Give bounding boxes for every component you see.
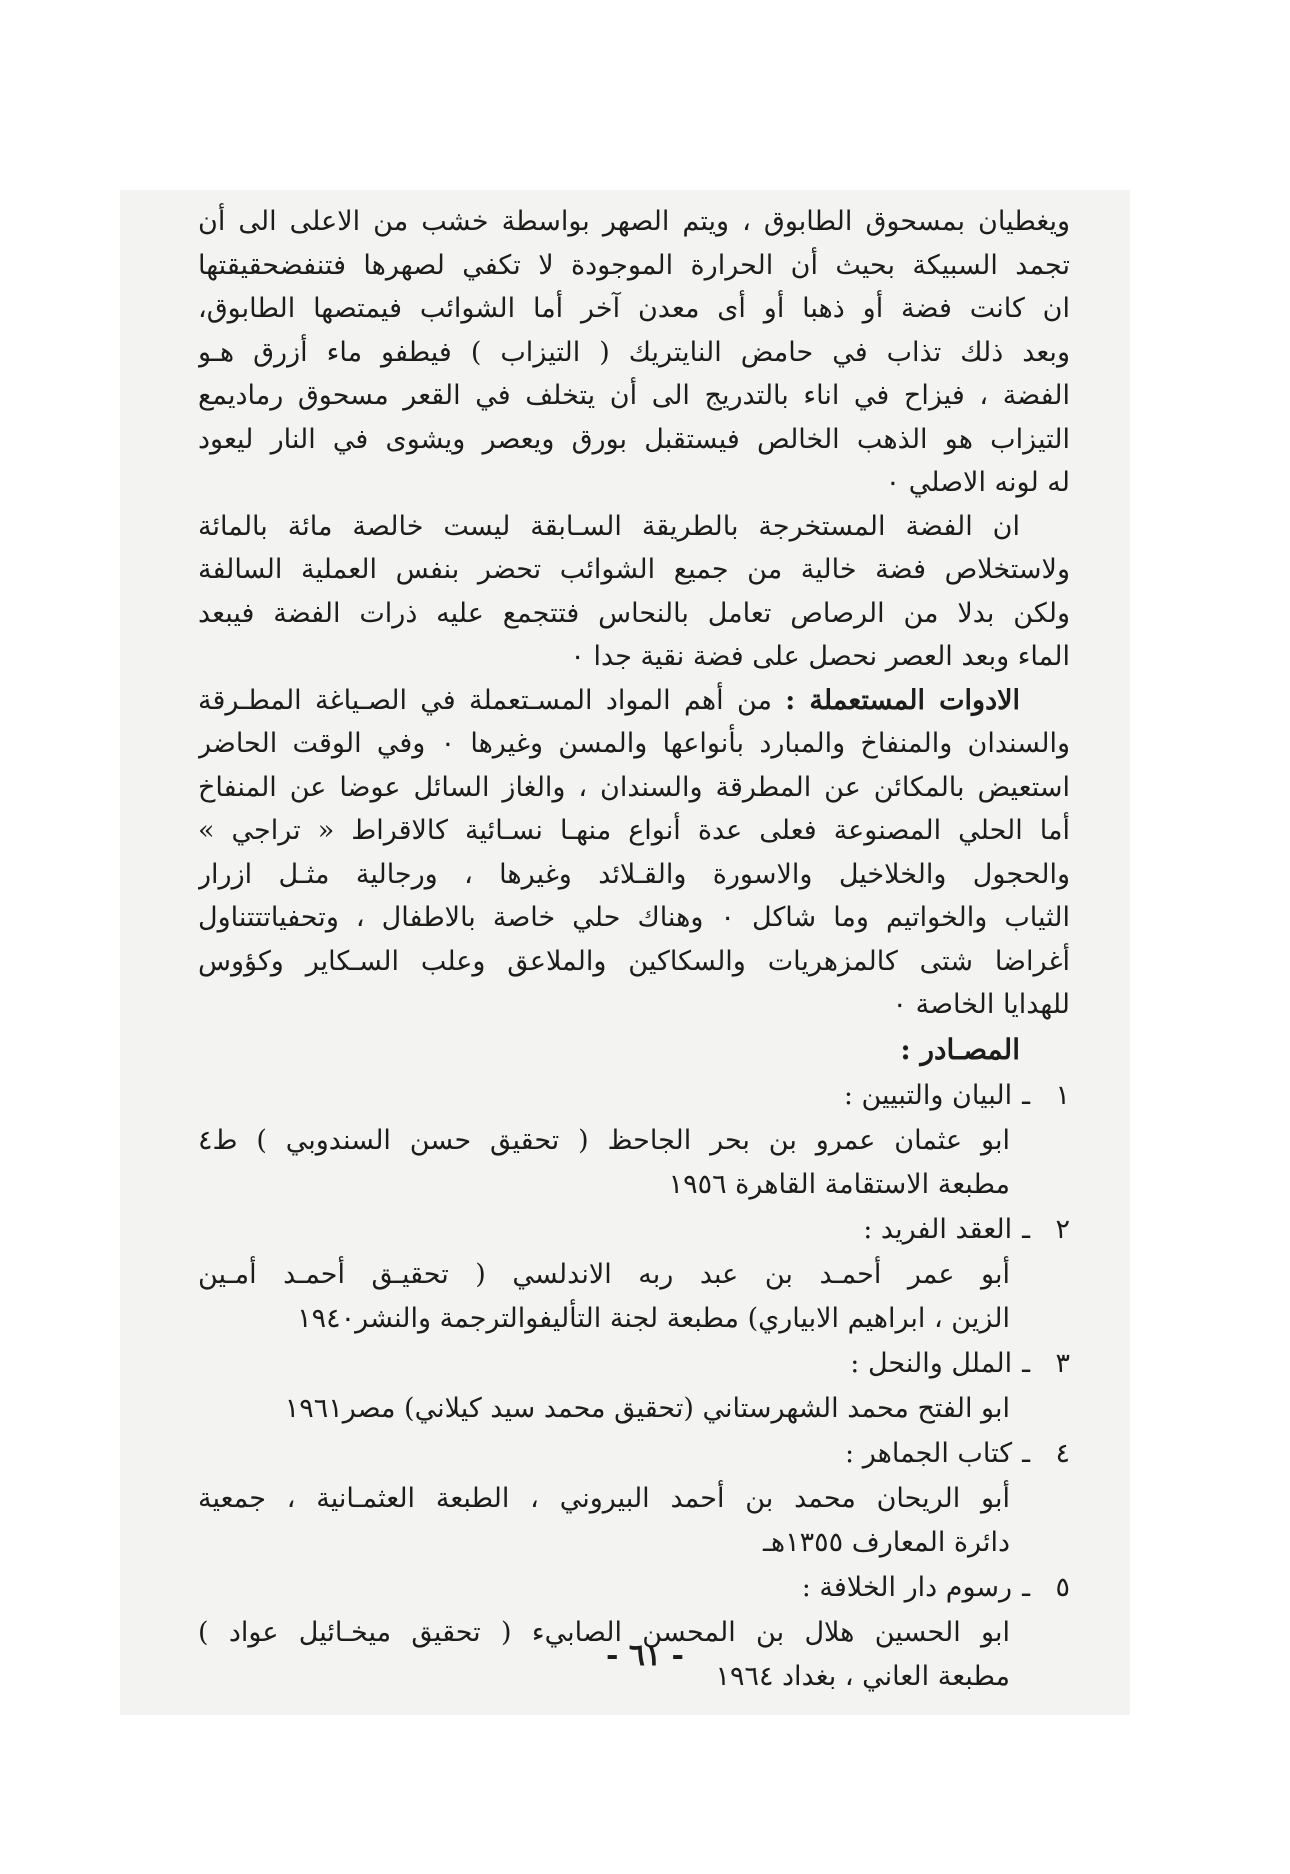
text-line: الماء وبعد العصر نحصل على فضة نقية جدا ٠: [570, 641, 1070, 672]
sources-heading: المصـادر :: [900, 1032, 1020, 1066]
source-title-line: [198, 1565, 1070, 1611]
source-detail-line: ابو الحسين هلال بن المحسن الصابيء ( تحقيق ميخـائيل عواد ): [198, 1616, 1010, 1648]
source-title: الملل والنحل :: [850, 1347, 1013, 1379]
text-line: تجمد السبيكة بحيث أن الحرارة الموجودة لا تكفي لصهرها فتنفضحقيقتها: [198, 249, 1070, 281]
source-detail-line: أبو الريحان محمد بن أحمد البيروني ، الطبعة العثمـانية ، جمعية: [198, 1482, 1010, 1514]
tools-heading: الادوات المستعملة :: [785, 684, 1020, 716]
source-item: [198, 1341, 1070, 1431]
text-line: ان الفضة المستخرجة بالطريقة السـابقة ليست خالصة مائة بالمائة: [198, 510, 1020, 542]
source-title: العقد الفريد :: [863, 1213, 1013, 1245]
source-title-line: [198, 1073, 1070, 1119]
source-title: البيان والتبيين :: [843, 1079, 1013, 1111]
source-detail-line: أبو عمر أحمـد بن عبد ربه الاندلسي ( تحقيـق أحمـد أمـين: [198, 1258, 1010, 1290]
text-line: التيزاب هو الذهب الخالص فيستقبل بورق ويعصر ويشوى في النار ليعود: [198, 423, 1070, 455]
source-title-line: [198, 1207, 1070, 1253]
text-line: ان كانت فضة أو ذهبا أو أى معدن آخر أما الشوائب فيمتصها الطابوق،: [198, 293, 1070, 324]
source-number: ٢: [1055, 1213, 1070, 1245]
source-number: ٥: [1055, 1571, 1070, 1603]
source-title-line: [198, 1431, 1070, 1477]
text-line: ويغطيان بمسحوق الطابوق ، ويتم الصهر بواسطة خشب من الاعلى الى أن: [198, 206, 1070, 237]
page-body: [198, 200, 1070, 1699]
source-number: ١: [1055, 1079, 1070, 1111]
source-detail-line: ابو عثمان عمرو بن بحر الجاحظ ( تحقيق حسن السندوبي ) ط٤: [198, 1124, 1010, 1156]
source-item: [198, 1431, 1070, 1565]
source-detail-line: مطبعة العاني ، بغداد ١٩٦٤: [715, 1660, 1010, 1692]
text-line: ولاستخلاص فضة خالية من جميع الشوائب تحضر بنفس العملية السالفة: [198, 554, 1070, 585]
text-line: ولكن بدلا من الرصاص تعامل بالنحاس فتتجمع عليه ذرات الفضة فيبعد: [198, 597, 1070, 629]
source-item: [198, 1565, 1070, 1699]
source-number: ٣: [1055, 1347, 1070, 1379]
source-dash: ـ: [1022, 1437, 1030, 1469]
page-number: - ٦١ -: [605, 1638, 685, 1673]
text-line: [198, 679, 1070, 723]
text-line: والسندان والمنفاخ والمبارد بأنواعها والمسن وغيرها ٠ وفي الوقت الحاضر: [198, 728, 1070, 759]
text-line: للهدايا الخاصة ٠: [892, 989, 1070, 1020]
source-item: [198, 1073, 1070, 1207]
text-line: أغراضا شتى كالمزهريات والسكاكين والملاعق وعلب السـكاير وكؤوس: [198, 945, 1070, 977]
text-line: له لونه الاصلي ٠: [885, 467, 1070, 498]
source-dash: ـ: [1022, 1213, 1030, 1245]
text-span: من أهم المواد المسـتعملة في الصـياغة المطـرقة: [198, 684, 772, 716]
source-dash: ـ: [1022, 1571, 1030, 1603]
source-detail-line: مطبعة الاستقامة القاهرة ١٩٥٦: [668, 1168, 1010, 1200]
source-dash: ـ: [1022, 1347, 1030, 1379]
source-detail-line: الزين ، ابراهيم الابياري) مطبعة لجنة التأليفوالترجمة والنشر١٩٤٠: [297, 1302, 1010, 1334]
text-line: والحجول والخلاخيل والاسورة والقـلائد وغيرها ، ورجالية مثـل ازرار: [198, 858, 1070, 890]
source-title: رسوم دار الخلافة :: [801, 1571, 1013, 1603]
text-line: الفضة ، فيزاح في اناء بالتدريج الى أن يتخلف في القعر مسحوق رماديمع: [198, 380, 1070, 411]
text-line: استعيض بالمكائن عن المطرقة والسندان ، والغاز السائل عوضا عن المنفاخ: [198, 771, 1070, 803]
source-dash: ـ: [1022, 1079, 1030, 1111]
text-line: الثياب والخواتيم وما شاكل ٠ وهناك حلي خاصة بالاطفال ، وتحفياتتتناول: [198, 902, 1070, 933]
text-line: أما الحلي المصنوعة فعلى عدة أنواع منهـا نسـائية كالاقراط « تراجي »: [198, 815, 1070, 846]
paragraph-smelting: [198, 200, 1070, 505]
source-detail-line: ابو الفتح محمد الشهرستاني (تحقيق محمد سيد كيلاني) مصر١٩٦١: [284, 1392, 1010, 1424]
source-title-line: [198, 1341, 1070, 1387]
paragraph-tools: [198, 679, 1070, 1027]
source-item: [198, 1207, 1070, 1341]
paragraph-silver-purification: [198, 505, 1070, 679]
source-title: كتاب الجماهر :: [845, 1437, 1013, 1469]
source-detail-line: دائرة المعارف ١٣٥٥هـ: [762, 1526, 1010, 1558]
text-line: وبعد ذلك تذاب في حامض النايتريك ( التيزاب ) فيطفو ماء أزرق هـو: [198, 336, 1070, 368]
source-number: ٤: [1055, 1437, 1070, 1469]
